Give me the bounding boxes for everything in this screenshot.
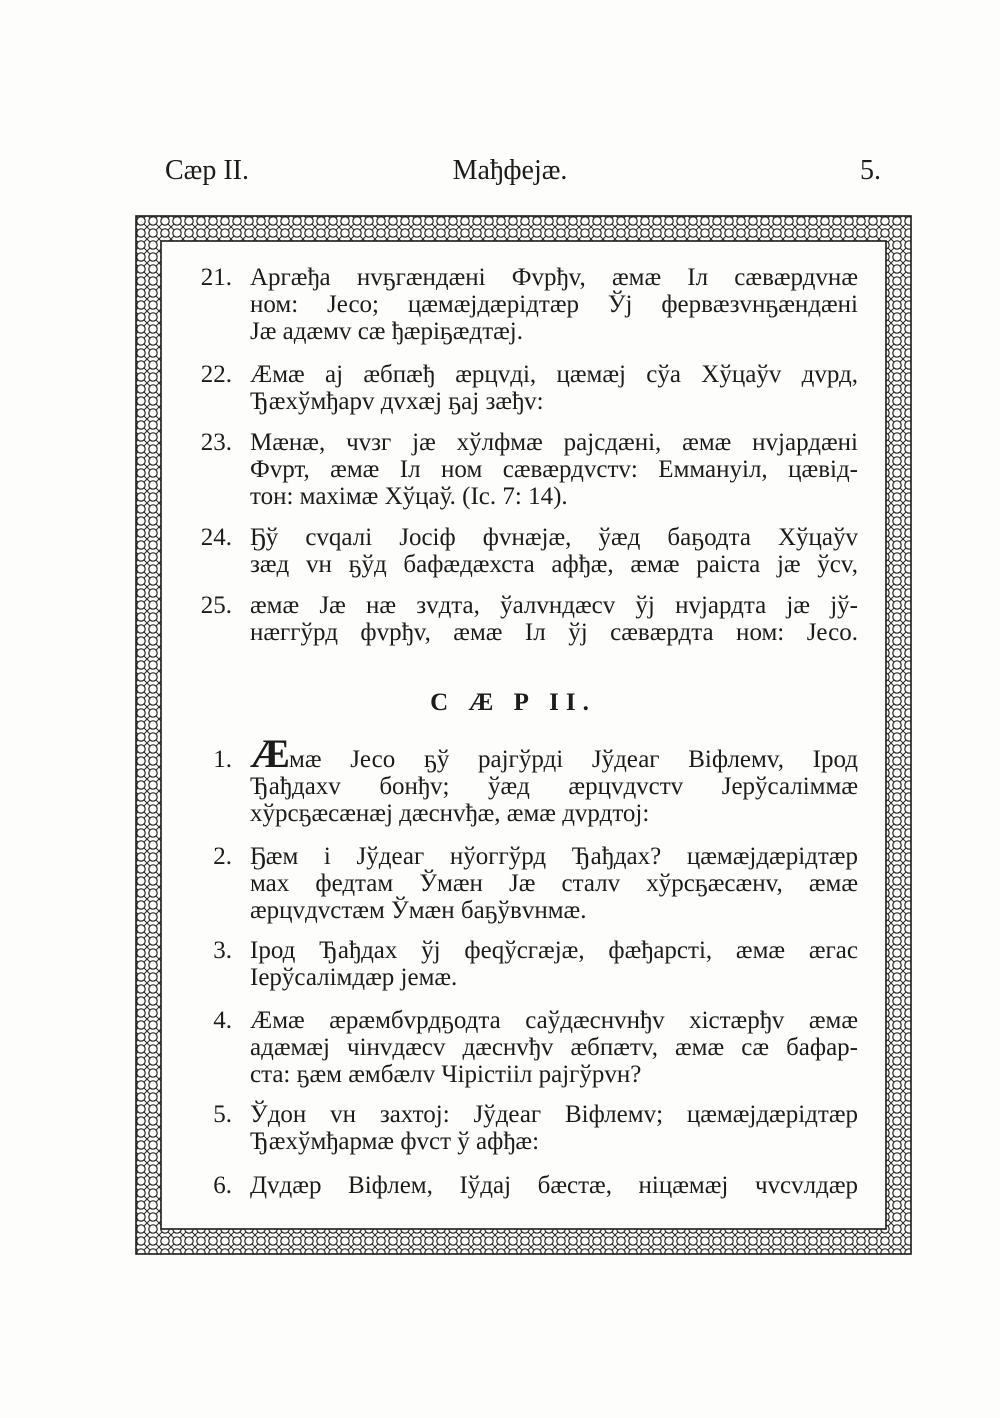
verse-1 bbox=[180, 731, 858, 827]
verse-line: Ђæхўмђармæ фvст ў афђæ: bbox=[250, 1128, 540, 1155]
running-head-chapter: Сæр II. bbox=[165, 155, 249, 186]
chapter-heading: С Æ Р II. bbox=[430, 689, 596, 716]
verse-text bbox=[250, 1007, 858, 1088]
verse-number: 3. bbox=[213, 937, 232, 964]
running-head-title: Мађфеjæ. bbox=[452, 155, 568, 186]
verse-line: тон: махiмæ Хўцаў. (Iс. 7: 14). bbox=[250, 483, 568, 510]
verse-line: Фvрт, æмæ Iл ном сæвæрдvстv: Еммануiл, цæвiд- bbox=[250, 456, 858, 483]
page-body bbox=[180, 264, 858, 1199]
verse-line: Ўдон vн захтоj: Jўдеаг Вiфлемv; цæмæjдæрiдтæр bbox=[250, 1101, 858, 1128]
verse-text bbox=[250, 843, 858, 924]
verse-4 bbox=[180, 1007, 858, 1088]
verse-line: Æмæ æрæмбvрдҕодта саўдæснvнђv хiстæрђv æмæ bbox=[250, 1007, 858, 1034]
verse-line: Ђађдахv бонђv; ўæд æрцvдvстv Jерўсалiммæ bbox=[250, 773, 858, 800]
verse-25 bbox=[180, 592, 858, 646]
page-number: 5. bbox=[860, 155, 881, 186]
verse-text bbox=[250, 524, 858, 578]
verse-number: 22. bbox=[200, 361, 232, 388]
verse-line: ном: Jесо; цæмæjдæрiдтæр Ўj фервæзvнҕæндæнi bbox=[250, 291, 858, 318]
verse-5 bbox=[180, 1101, 858, 1155]
verse-line: зæд vн ҕўд бафæдæхста афђæ, æмæ раiста jæ ўсv, bbox=[250, 551, 858, 578]
verse-line: Iрод Ђађдах ўj феqўсгæjæ, фæђарстi, æмæ æгас bbox=[250, 937, 858, 964]
verse-line: адæмæj чiнvдæсv дæснvђv æбпæтv, æмæ сæ бафар- bbox=[250, 1034, 858, 1061]
verse-text bbox=[250, 264, 858, 345]
verse-2 bbox=[180, 843, 858, 924]
verse-number: 6. bbox=[213, 1172, 232, 1199]
verse-line bbox=[250, 731, 858, 776]
verse-number: 5. bbox=[213, 1101, 232, 1128]
verse-line: хўрсҕæсæнæj дæснvђæ, æмæ дvрдтоj: bbox=[250, 800, 650, 827]
verse-21 bbox=[180, 264, 858, 345]
verse-number: 1. bbox=[213, 746, 232, 773]
verse-line: Iерўсалiмдæр jемæ. bbox=[250, 964, 458, 991]
verse-number: 2. bbox=[213, 843, 232, 870]
verse-text bbox=[250, 361, 858, 415]
verse-line: Ђæхўмђарv дvхæj ҕаj зæђv: bbox=[250, 388, 544, 415]
verse-number: 23. bbox=[200, 429, 232, 456]
verse-line: Мæнæ, чvзг jæ хўлфмæ раjсдæнi, æмæ нvjардæнi bbox=[250, 429, 858, 456]
verse-text bbox=[250, 1101, 858, 1155]
verse-6 bbox=[180, 1172, 858, 1199]
verse-22 bbox=[180, 361, 858, 415]
verse-24 bbox=[180, 524, 858, 578]
verse-3 bbox=[180, 937, 858, 991]
verse-line: мах федтам Ўмæн Jæ сталv хўрсҕæсæнv, æмæ bbox=[250, 870, 858, 897]
verse-text bbox=[250, 592, 858, 646]
verse-line-rest: мæ Jесо ҕў раjгўрдi Jўдеаг Вiфлемv, Iрод bbox=[289, 746, 858, 773]
verse-text bbox=[250, 937, 858, 991]
verse-23 bbox=[180, 429, 858, 510]
verse-number: 21. bbox=[200, 264, 232, 291]
verse-line: Ҕў сvqалi Jоciф фvнæjæ, ўæд баҕодта Хўцаўv bbox=[250, 524, 858, 551]
verse-line: Аргæђа нvҕгæндæнi Фvрђv, æмæ Iл сæвæрдvнæ bbox=[250, 264, 858, 291]
verse-line: æрцvдvстæм Ўмæн баҕўвvнмæ. bbox=[250, 897, 587, 924]
verse-line: Jæ адæмv сæ ђæрiҕæдтæj. bbox=[250, 318, 523, 345]
verse-line: Æмæ аj æбпæђ æрцvдi, цæмæj сўа Хўцаўv дvрд, bbox=[250, 361, 858, 388]
verse-line: нæггўрд фvрђv, æмæ Iл ўj сæвæрдта ном: Jесо. bbox=[250, 619, 858, 646]
verse-number: 25. bbox=[200, 592, 232, 619]
verse-text bbox=[250, 731, 858, 827]
verse-line: Ҕæм i Jўдеаг нўоггўрд Ђађдах? цæмæjдæрiдтæр bbox=[250, 843, 858, 870]
verse-number: 4. bbox=[213, 1007, 232, 1034]
verse-text bbox=[250, 429, 858, 510]
verse-text bbox=[250, 1172, 858, 1199]
verse-line: Дvдæр Вiфлем, Iўдаj бæстæ, нiцæмæj чvсvлдæр bbox=[250, 1172, 858, 1199]
verse-line: æмæ Jæ нæ зvдта, ўалvндæсv ўj нvjардта jæ jў- bbox=[250, 592, 858, 619]
verse-line: ста: ҕæм æмбæлv Чiрiстiiл раjгўрvн? bbox=[250, 1061, 642, 1088]
drop-cap-initial: Æ bbox=[250, 731, 289, 776]
verse-number: 24. bbox=[200, 524, 232, 551]
